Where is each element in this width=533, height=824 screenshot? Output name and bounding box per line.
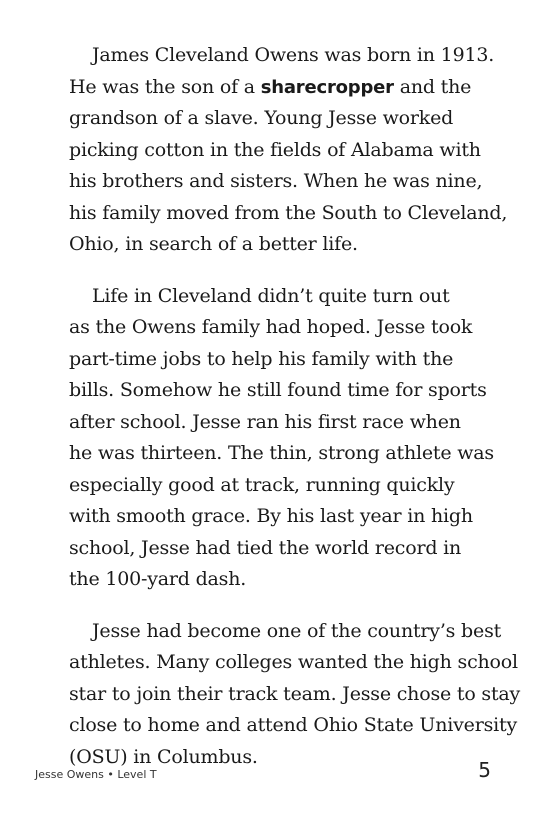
text-run: with smooth grace. By his last year in high [69, 505, 473, 527]
text-run: (OSU) in Columbus. [69, 745, 258, 768]
text-line [69, 229, 469, 261]
text-line [69, 198, 508, 230]
vocabulary-term: sharecropper [260, 76, 394, 98]
text-line [69, 166, 483, 198]
text-line [69, 375, 487, 407]
text-line [69, 312, 473, 344]
text-run: close to home and attend Ohio State University [69, 714, 517, 736]
page-number: 5 [478, 758, 491, 782]
text-run: as the Owens family had hoped. Jesse took [69, 316, 473, 338]
text-line [69, 344, 469, 376]
text-run: he was thirteen. The thin, strong athlete was [69, 442, 494, 464]
text-line [69, 564, 469, 596]
text-run: bills. Somehow he still found time for sports [69, 379, 487, 401]
text-line [69, 710, 517, 742]
text-run: Ohio, in search of a better life. [69, 233, 358, 255]
text-line [69, 72, 472, 104]
text-run: his family moved from the South to Cleveland, [69, 201, 508, 224]
text-run: after school. Jesse ran his first race when [69, 410, 461, 433]
text-run: Jesse had become one of the country’s best [92, 619, 502, 642]
text-run: especially good at track, running quickly [69, 473, 455, 496]
text-run: star to join their track team. Jesse chose to stay [69, 682, 521, 705]
body-text [69, 40, 521, 793]
text-run: part-time jobs to help his family with the [69, 347, 454, 370]
text-line [69, 103, 469, 135]
text-line [69, 533, 469, 565]
text-line [69, 616, 502, 648]
text-run: Life in Cleveland didn’t quite turn out [92, 284, 450, 307]
text-line [69, 470, 469, 502]
paragraph-1 [69, 40, 508, 261]
text-run: the 100-yard dash. [69, 568, 247, 590]
paragraph-3 [69, 616, 521, 774]
text-line [69, 438, 494, 470]
text-line [69, 407, 469, 439]
text-run: his brothers and sisters. When he was nine, [69, 170, 483, 192]
text-run: James Cleveland Owens was born in 1913. [92, 44, 495, 66]
text-run: and the [393, 75, 472, 98]
footer-book-title: Jesse Owens • Level T [35, 768, 157, 781]
text-line [69, 40, 495, 72]
paragraph-2 [69, 281, 494, 596]
text-line [69, 647, 518, 679]
text-line [69, 281, 469, 313]
text-run: picking cotton in the fields of Alabama with [69, 138, 481, 161]
text-line [69, 679, 521, 711]
text-run: school, Jesse had tied the world record in [69, 536, 462, 559]
text-run: grandson of a slave. Young Jesse worked [69, 107, 454, 129]
text-run: athletes. Many colleges wanted the high school [69, 651, 518, 673]
text-line [69, 135, 481, 167]
text-run: He was the son of a [69, 75, 261, 98]
text-line [69, 501, 473, 533]
